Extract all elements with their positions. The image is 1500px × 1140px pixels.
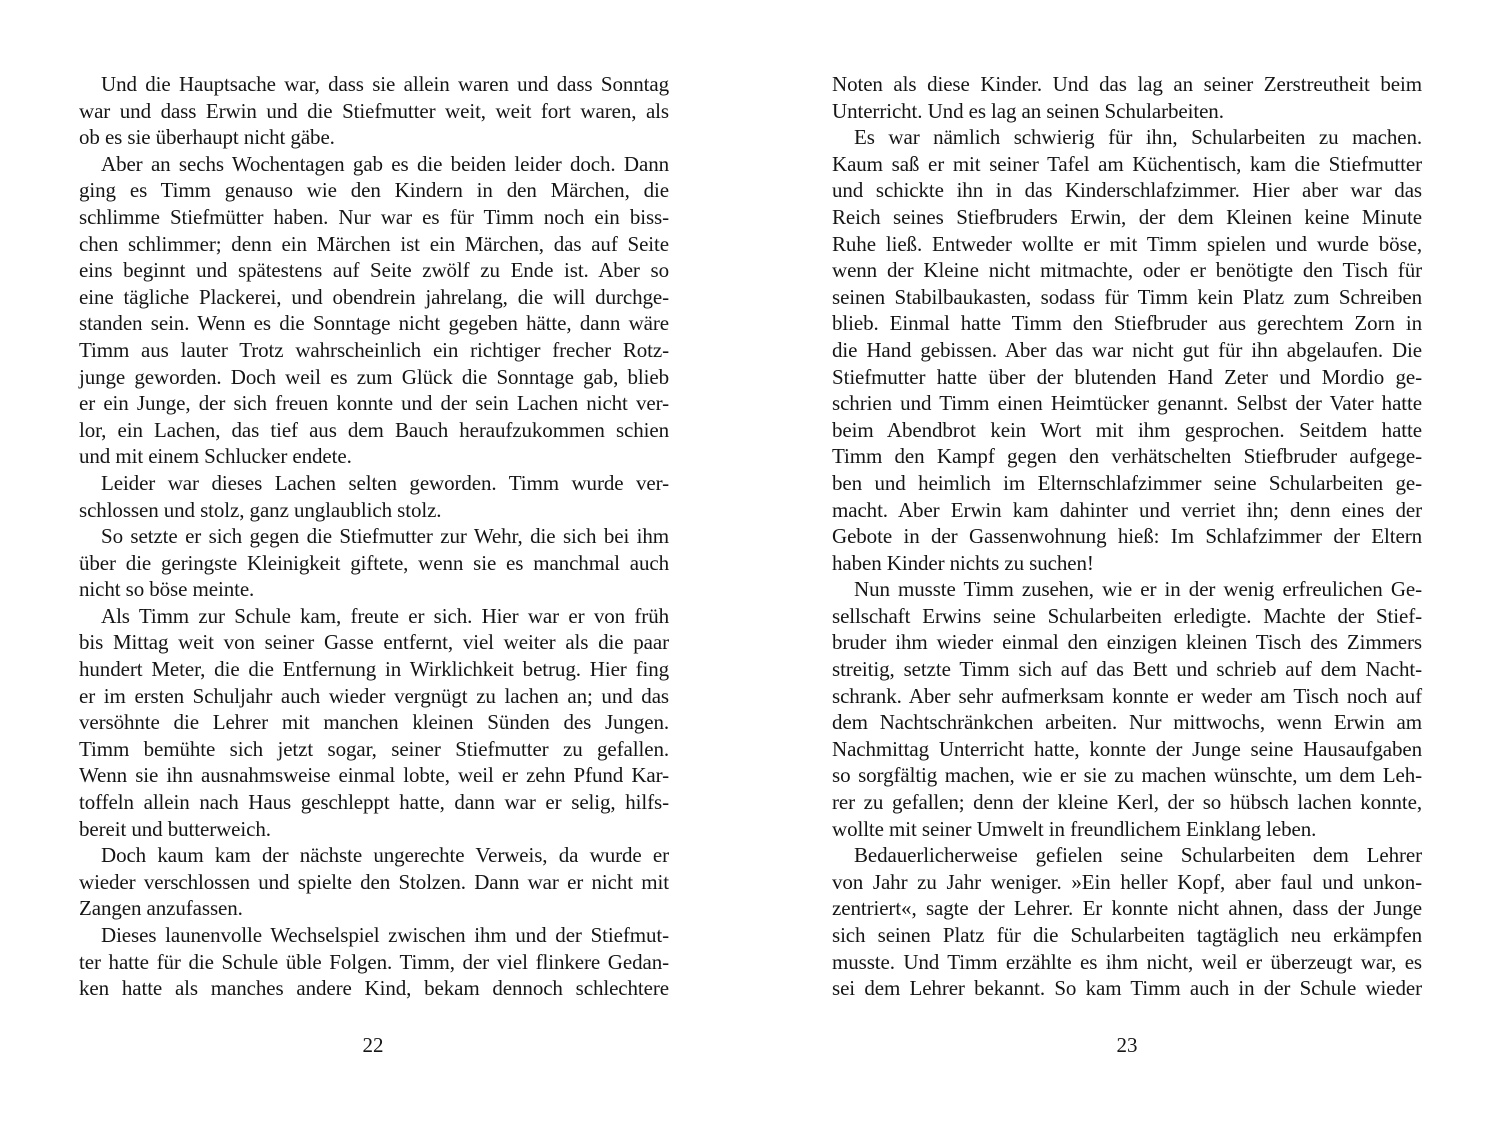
text-line: sich seinen Platz für die Schularbeiten tagtäglich neu erkämpfen [832, 923, 1422, 947]
text-line: Bedauerlicherweise gefielen seine Schularbeiten dem Lehrer [854, 843, 1422, 868]
text-line: ging es Timm genauso wie den Kindern in den Märchen, die [79, 178, 669, 203]
text-line: Ruhe ließ. Entweder wollte er mit Timm spielen und wurde böse, [832, 231, 1422, 256]
text-line: von Jahr zu Jahr weniger. »Ein heller Kopf, aber faul und unkon- [832, 869, 1422, 894]
text-line: musste. Und Timm erzählte es ihm nicht, weil er überzeugt war, es [832, 949, 1422, 974]
text-line: schrank. Aber sehr aufmerksam konnte er weder am Tisch noch auf [832, 683, 1422, 708]
text-line: er ein Junge, der sich freuen konnte und der sein Lachen nicht ver- [79, 391, 669, 416]
text-line: Timm aus lauter Trotz wahrscheinlich ein richtiger frecher Rotz- [79, 337, 669, 362]
text-line: macht. Aber Erwin kam dahinter und verriet ihn; denn eines der [832, 497, 1422, 522]
text-line: wollte mit seiner Umwelt in freundlichem Einklang leben. [832, 816, 1317, 841]
text-line: chen schlimmer; denn ein Märchen ist ein Märchen, das auf Seite [79, 231, 669, 256]
text-line: Nachmittag Unterricht hatte, konnte der Junge seine Hausaufgaben [832, 736, 1422, 761]
text-line: wenn der Kleine nicht mitmachte, oder er benötigte den Tisch für [832, 258, 1422, 283]
right-page-body-text [832, 71, 1422, 1002]
text-line: dem Nachtschränkchen arbeiten. Nur mittwochs, wenn Erwin am [832, 710, 1422, 735]
text-line: ben und heimlich im Elternschlafzimmer seine Schularbeiten ge- [832, 470, 1422, 495]
text-line: Es war nämlich schwierig für ihn, Schularbeiten zu machen. [854, 125, 1422, 150]
text-line: streitig, setzte Timm sich auf das Bett und schrieb auf dem Nacht- [832, 657, 1422, 682]
text-line: Wenn sie ihn ausnahmsweise einmal lobte, weil er zehn Pfund Kar- [79, 763, 669, 788]
text-line: die Hand gebissen. Aber das war nicht gut für ihn abgelaufen. Die [832, 337, 1422, 362]
left-page-body-text [79, 71, 669, 1002]
text-line: schlimme Stiefmütter haben. Nur war es für Timm noch ein biss- [79, 204, 669, 229]
text-line: eins beginnt und spätestens auf Seite zwölf zu Ende ist. Aber so [79, 258, 669, 283]
page-number: 23 [1116, 1033, 1138, 1057]
text-line: haben Kinder nichts zu suchen! [832, 550, 1094, 575]
text-line: Dieses launenvolle Wechselspiel zwischen ihm und der Stiefmut- [101, 923, 669, 947]
text-line: schlossen und stolz, ganz unglaublich stolz. [79, 497, 442, 522]
text-line: und mit einem Schlucker endete. [79, 444, 352, 469]
text-line: Als Timm zur Schule kam, freute er sich. Hier war er von früh [101, 603, 669, 628]
text-line: hundert Meter, die die Entfernung in Wirklichkeit betrug. Hier fing [79, 657, 669, 682]
text-line: zentriert«, sagte der Lehrer. Er konnte nicht ahnen, dass der Junge [832, 896, 1422, 921]
text-line: Und die Hauptsache war, dass sie allein waren und dass Sonntag [101, 72, 669, 96]
text-line: Stiefmutter hatte über der blutenden Hand Zeter und Mordio ge- [832, 364, 1422, 389]
text-line: standen sein. Wenn es die Sonntage nicht gegeben hätte, dann wäre [79, 311, 669, 336]
text-line: ob es sie überhaupt nicht gäbe. [79, 125, 335, 150]
text-line: über die geringste Kleinigkeit giftete, wenn sie es manchmal auch [79, 550, 669, 575]
right-page [750, 0, 1500, 1140]
text-line: junge geworden. Doch weil es zum Glück die Sonntage gab, blieb [79, 364, 669, 389]
text-line: Zangen anzufassen. [79, 896, 243, 921]
text-line: versöhnte die Lehrer mit manchen kleinen Sünden des Jungen. [79, 710, 669, 735]
text-line: schrien und Timm einen Heimtücker genannt. Selbst der Vater hatte [832, 391, 1422, 416]
text-line: Leider war dieses Lachen selten geworden. Timm wurde ver- [101, 470, 669, 495]
text-line: Doch kaum kam der nächste ungerechte Verweis, da wurde er [101, 843, 669, 868]
text-line: Nun musste Timm zusehen, wie er in der wenig erfreulichen Ge- [854, 577, 1422, 602]
text-line: ken hatte als manches andere Kind, bekam dennoch schlechtere [79, 976, 669, 1001]
text-line: Timm den Kampf gegen den verhätschelten Stiefbruder aufgege- [832, 444, 1422, 469]
text-line: so sorgfältig machen, wie er sie zu machen wünschte, um dem Leh- [832, 763, 1422, 788]
text-line: Timm bemühte sich jetzt sogar, seiner Stiefmutter zu gefallen. [79, 736, 669, 761]
text-line: beim Abendbrot kein Wort mit ihm gesprochen. Seitdem hatte [832, 417, 1422, 442]
text-line: bereit und butterweich. [79, 816, 271, 841]
text-line: seinen Stabilbaukasten, sodass für Timm kein Platz zum Schreiben [832, 284, 1422, 309]
text-line: Unterricht. Und es lag an seinen Schularbeiten. [832, 98, 1224, 123]
text-line: wieder verschlossen und spielte den Stolzen. Dann war er nicht mit [79, 869, 669, 894]
text-line: und schickte ihn in das Kinderschlafzimmer. Hier aber war das [832, 178, 1422, 203]
text-line: So setzte er sich gegen die Stiefmutter zur Wehr, die sich bei ihm [101, 524, 669, 549]
text-line: bruder ihm wieder einmal den einzigen kleinen Tisch des Zimmers [832, 630, 1422, 655]
text-line: Kaum saß er mit seiner Tafel am Küchentisch, kam die Stiefmutter [832, 151, 1422, 176]
text-line: Noten als diese Kinder. Und das lag an seiner Zerstreutheit beim [832, 72, 1422, 96]
text-line: bis Mittag weit von seiner Gasse entfernt, viel weiter als die paar [79, 630, 669, 655]
text-line: sei dem Lehrer bekannt. So kam Timm auch in der Schule wieder [832, 976, 1422, 1001]
text-line: Reich seines Stiefbruders Erwin, der dem Kleinen keine Minute [832, 204, 1422, 229]
text-line: er im ersten Schuljahr auch wieder vergnügt zu lachen an; und das [79, 683, 669, 708]
text-line: eine tägliche Plackerei, und obendrein jahrelang, die will durchge- [79, 284, 669, 309]
text-line: Aber an sechs Wochentagen gab es die beiden leider doch. Dann [101, 151, 669, 176]
text-line: sellschaft Erwins seine Schularbeiten erledigte. Machte der Stief- [832, 603, 1422, 628]
text-line: rer zu gefallen; denn der kleine Kerl, der so hübsch lachen konnte, [832, 790, 1422, 815]
text-line: ter hatte für die Schule üble Folgen. Timm, der viel flinkere Gedan- [79, 949, 669, 974]
text-line: Gebote in der Gassenwohnung hieß: Im Schlafzimmer der Eltern [832, 524, 1422, 549]
text-line: lor, ein Lachen, das tief aus dem Bauch heraufzukommen schien [79, 417, 669, 442]
text-line: nicht so böse meinte. [79, 577, 255, 602]
text-line: toffeln allein nach Haus geschleppt hatte, dann war er selig, hilfs- [79, 790, 669, 815]
page-number: 22 [362, 1033, 384, 1057]
text-line: blieb. Einmal hatte Timm den Stiefbruder aus gerechtem Zorn in [832, 311, 1422, 336]
text-line: war und dass Erwin und die Stiefmutter weit, weit fort waren, als [79, 98, 669, 123]
